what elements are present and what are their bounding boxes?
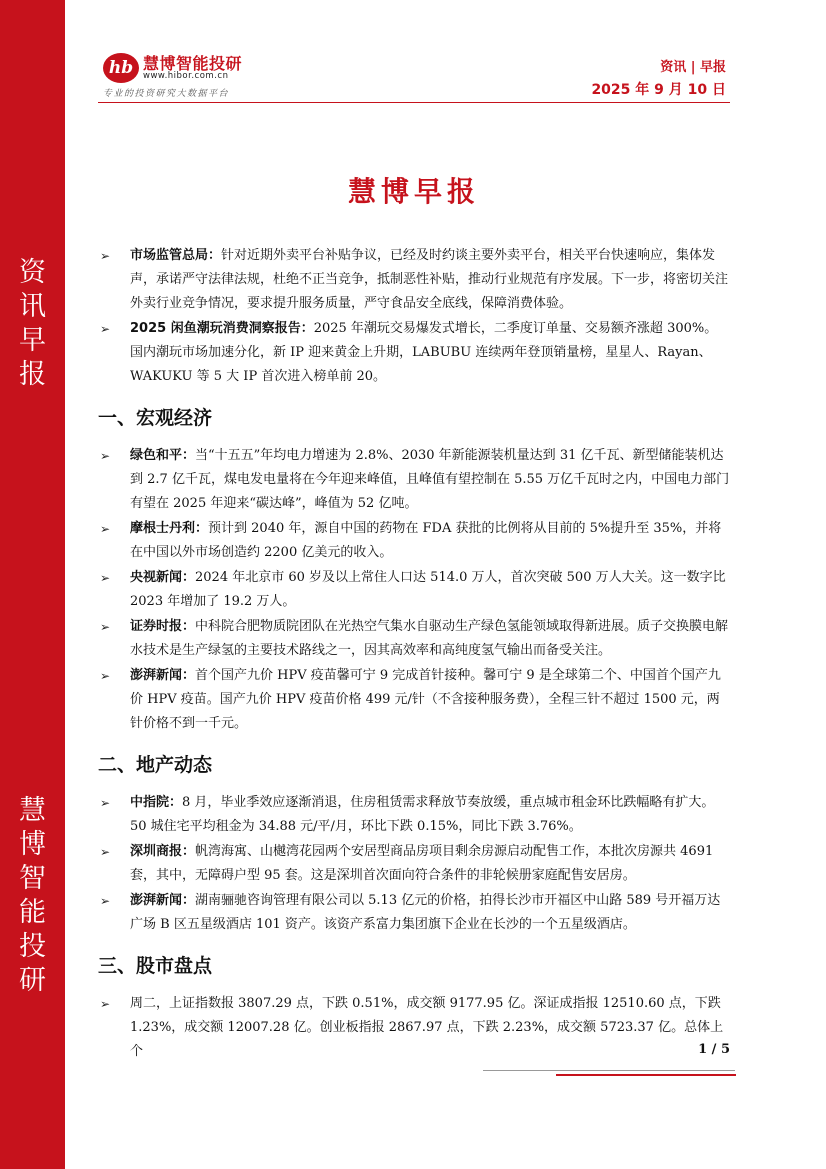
news-source: 央视新闻： bbox=[130, 570, 196, 585]
news-source: 摩根士丹利： bbox=[130, 521, 209, 536]
page-number: 1 / 5 bbox=[698, 1042, 730, 1057]
section-heading: 三、股市盘点 bbox=[98, 955, 213, 977]
news-text: 首个国产九价 HPV 疫苗馨可宁 9 完成首针接种。馨可宁 9 是全球第二个、中国首个国产九价 HPV 疫苗。国产九价 HPV 疫苗价格 499 元/针（不含接种服务费），全程三针不超过 1500 元，两针价格不到一千元。 bbox=[130, 668, 721, 731]
bullet-arrow-icon: ➢ bbox=[100, 997, 111, 1011]
sidebar-char: 投 bbox=[19, 931, 46, 962]
news-source: 绿色和平： bbox=[130, 448, 196, 463]
bullet-arrow-icon: ➢ bbox=[100, 796, 111, 810]
news-source: 澎湃新闻： bbox=[130, 893, 196, 908]
sidebar-band bbox=[0, 0, 65, 1169]
sidebar-char: 讯 bbox=[19, 291, 46, 322]
news-source: 市场监管总局： bbox=[130, 248, 222, 263]
news-text: 预计到 2040 年，源自中国的药物在 FDA 获批的比例将从目前的 5%提升至 35%，并将在中国以外市场创造约 2200 亿美元的收入。 bbox=[130, 521, 722, 560]
news-text: 周二，上证指数报 3807.29 点，下跌 0.51%，成交额 9177.95 亿。深证成指报 12510.60 点，下跌 1.23%，成交额 12007.28 亿。创业板指报 2867.97 点，下跌 2.23%，成交额 5723.37 亿。总体上个 bbox=[130, 996, 724, 1059]
sidebar-bottom-text bbox=[0, 794, 65, 998]
news-source: 深圳商报： bbox=[130, 844, 196, 859]
news-text: 针对近期外卖平台补贴争议，已经及时约谈主要外卖平台，相关平台快速响应，集体发声，承诺严守法律法规，杜绝不正当竞争，抵制恶性补贴，推动行业规范有序发展。下一步，将密切关注外卖行业竞争情况，要求提升服务质量，严守食品安全底线，保障消费体验。 bbox=[130, 248, 729, 311]
footer-divider bbox=[483, 1070, 735, 1071]
sidebar-char: 慧 bbox=[19, 795, 46, 826]
news-item bbox=[98, 615, 730, 663]
logo-url: www.hibor.com.cn bbox=[143, 71, 229, 81]
news-item bbox=[98, 566, 730, 614]
news-item bbox=[98, 791, 730, 839]
bullet-arrow-icon: ➢ bbox=[100, 571, 111, 585]
sidebar-char: 早 bbox=[19, 325, 46, 356]
sidebar-char: 博 bbox=[19, 829, 46, 860]
news-item bbox=[98, 840, 730, 888]
logo-slogan: 专业的投资研究大数据平台 bbox=[103, 89, 230, 99]
footer-accent-line bbox=[556, 1074, 736, 1076]
news-text: 2024 年北京市 60 岁及以上常住人口达 514.0 万人，首次突破 500 万人大关。这一数字比 2023 年增加了 19.2 万人。 bbox=[130, 570, 726, 609]
news-item bbox=[98, 517, 730, 565]
report-type: 资讯 | 早报 bbox=[660, 60, 726, 75]
news-text: 8 月，毕业季效应逐渐消退，住房租赁需求释放节奏放缓，重点城市租金环比跌幅略有扩大。50 城住宅平均租金为 34.88 元/平/月，环比下跌 0.15%，同比下跌 3.76%。 bbox=[130, 795, 715, 834]
news-source: 澎湃新闻： bbox=[130, 668, 196, 683]
news-item bbox=[98, 444, 730, 516]
bullet-arrow-icon: ➢ bbox=[100, 322, 111, 336]
bullet-arrow-icon: ➢ bbox=[100, 669, 111, 683]
sidebar-char: 报 bbox=[19, 359, 46, 390]
news-text: 中科院合肥物质院团队在光热空气集水自驱动生产绿色氢能领域取得新进展。质子交换膜电解水技术是生产绿氢的主要技术路线之一，因其高效率和高纯度氢气输出而备受关注。 bbox=[130, 619, 729, 658]
sidebar-char: 资 bbox=[19, 257, 46, 288]
report-body bbox=[98, 244, 730, 1065]
news-source: 2025 闲鱼潮玩消费洞察报告： bbox=[130, 321, 314, 336]
logo-mark-icon: hb bbox=[103, 53, 139, 83]
sidebar-char: 智 bbox=[19, 863, 46, 894]
header-divider bbox=[98, 102, 730, 103]
news-source: 中指院： bbox=[130, 795, 183, 810]
bullet-arrow-icon: ➢ bbox=[100, 845, 111, 859]
bullet-arrow-icon: ➢ bbox=[100, 249, 111, 263]
bullet-arrow-icon: ➢ bbox=[100, 449, 111, 463]
sidebar-top-text bbox=[0, 256, 65, 392]
news-text: 帆湾海寓、山樾湾花园两个安居型商品房项目剩余房源启动配售工作，本批次房源共 4691 套，其中，无障碍户型 95 套。这是深圳首次面向符合条件的非轮候册家庭配售安居房。 bbox=[130, 844, 714, 883]
news-text: 当“十五五”年均电力增速为 2.8%、2030 年新能源装机量达到 31 亿千瓦、新型储能装机达到 2.7 亿千瓦，煤电发电量将在今年迎来峰值，且峰值有望控制在 5.55 万亿千瓦时之内，中国电力部门有望在 2025 年迎来“碳达峰”，峰值为 52 亿吨。 bbox=[130, 448, 730, 511]
sidebar-char: 研 bbox=[19, 965, 46, 996]
news-item bbox=[98, 889, 730, 937]
news-item bbox=[98, 992, 730, 1064]
news-text: 2025 年潮玩交易爆发式增长，二季度订单量、交易额齐涨超 300%。国内潮玩市场加速分化，新 IP 迎来黄金上升期，LABUBU 连续两年登顶销量榜，星星人、Rayan、WAKUKU 等 5 大 IP 首次进入榜单前 20。 bbox=[130, 321, 718, 384]
hibor-logo bbox=[103, 50, 253, 100]
section-heading: 二、地产动态 bbox=[98, 754, 213, 776]
section-heading: 一、宏观经济 bbox=[98, 407, 213, 429]
bullet-arrow-icon: ➢ bbox=[100, 894, 111, 908]
news-text: 湖南骊驰咨询管理有限公司以 5.13 亿元的价格，拍得长沙市开福区中山路 589 号开福万达广场 B 区五星级酒店 101 资产。该资产系富力集团旗下企业在长沙的一个五星级酒店。 bbox=[130, 893, 721, 932]
news-source: 证券时报： bbox=[130, 619, 196, 634]
report-date: 2025 年 9 月 10 日 bbox=[591, 82, 726, 98]
report-header-info bbox=[591, 59, 726, 100]
news-item bbox=[98, 244, 730, 316]
bullet-arrow-icon: ➢ bbox=[100, 620, 111, 634]
page-title: 慧博早报 bbox=[347, 175, 480, 208]
sidebar-char: 能 bbox=[19, 897, 46, 928]
news-item bbox=[98, 664, 730, 736]
logo-name: 慧博智能投研 bbox=[143, 54, 243, 73]
news-item bbox=[98, 317, 730, 389]
bullet-arrow-icon: ➢ bbox=[100, 522, 111, 536]
